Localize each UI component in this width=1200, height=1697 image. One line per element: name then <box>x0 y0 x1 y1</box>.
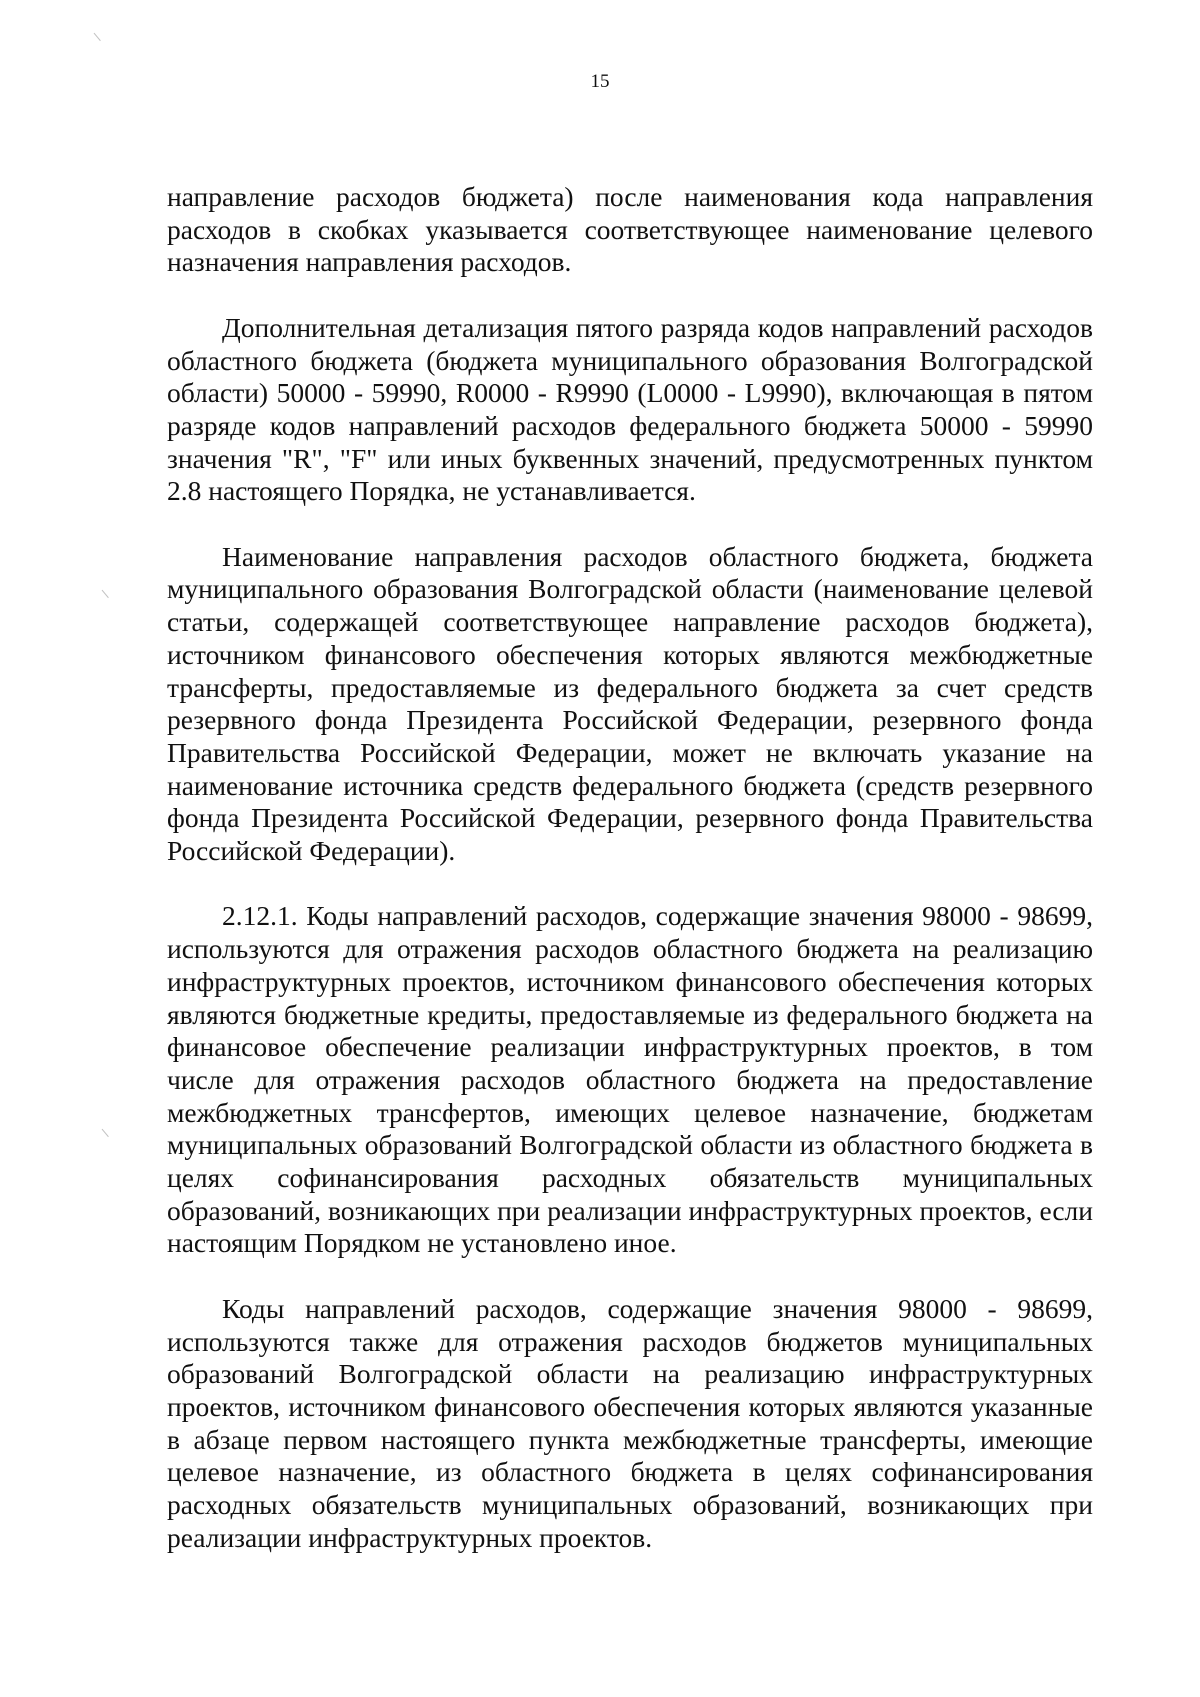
paragraph-continuation: направление расходов бюджета) после наименования кода направления расходов в скобках указывается соответствующее наименование целевого назначения направления расходов. <box>167 181 1093 278</box>
paragraph-direction-name: Наименование направления расходов областного бюджета, бюджета муниципального образования Волгоградской области (наименование целевой статьи, содержащей соответствующее направление расходов бюджета), источником финансового обеспечения которых являются межбюджетные трансферты, предоставляемые из федерального бюджета за счет средств резервного фонда Президента Российской Федерации, резервного фонда Правительства Российской Федерации, может не включать указание на наименование источника средств федерального бюджета (средств резервного фонда Президента Российской Федерации, резервного фонда Правительства Российской Федерации). <box>167 540 1093 867</box>
scan-speck <box>102 586 114 598</box>
scan-speck <box>94 29 106 41</box>
paragraph-2-12-1: 2.12.1. Коды направлений расходов, содержащие значения 98000 - 98699, используются для отражения расходов областного бюджета на реализацию инфраструктурных проектов, источником финансового обеспечения которых являются бюджетные кредиты, предоставляемые из федерального бюджета на финансовое обеспечение реализации инфраструктурных проектов, в том числе для отражения расходов областного бюджета на предоставление межбюджетных трансфертов, имеющих целевое назначение, бюджетам муниципальных образований Волгоградской области из областного бюджета в целях софинансирования расходных обязательств муниципальных образований, возникающих при реализации инфраструктурных проектов, если настоящим Порядком не установлено иное. <box>167 900 1093 1259</box>
page-number: 15 <box>590 71 610 92</box>
scan-speck <box>102 1125 114 1137</box>
document-body <box>167 181 1093 1587</box>
paragraph-municipal-codes: Коды направлений расходов, содержащие значения 98000 - 98699, используются также для отражения расходов бюджетов муниципальных образований Волгоградской области на реализацию инфраструктурных проектов, источником финансового обеспечения которых являются указанные в абзаце первом настоящего пункта межбюджетные трансферты, имеющие целевое назначение, из областного бюджета в целях софинансирования расходных обязательств муниципальных образований, возникающих при реализации инфраструктурных проектов. <box>167 1292 1093 1553</box>
paragraph-additional-detailing: Дополнительная детализация пятого разряда кодов направлений расходов областного бюджета (бюджета муниципального образования Волгоградской области) 50000 - 59990, R0000 - R9990 (L0000 - L9990), включающая в пятом разряде кодов направлений расходов федерального бюджета 50000 - 59990 значения "R", "F" или иных буквенных значений, предусмотренных пунктом 2.8 настоящего Порядка, не устанавливается. <box>167 311 1093 507</box>
